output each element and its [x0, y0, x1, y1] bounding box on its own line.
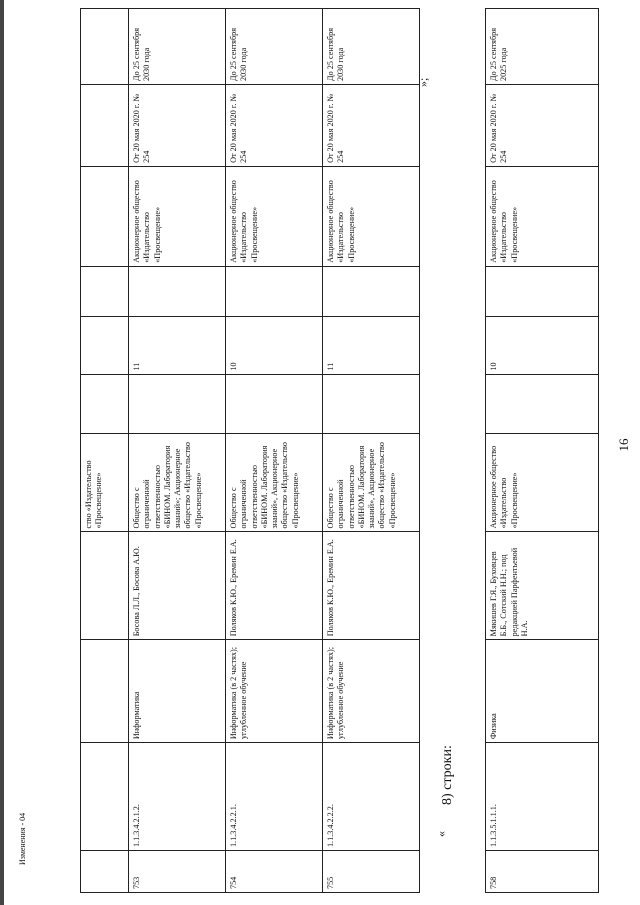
authors-cell: Босова Л.Л., Босова А.Ю. — [129, 532, 226, 640]
grade-cell: 10 — [486, 316, 599, 374]
valid-until-cell: До 25 сентября 2030 года — [226, 9, 323, 85]
subject-cell: Физика — [486, 640, 599, 743]
code-cell: 1.1.3.4.2.2.1. — [226, 743, 323, 851]
table-row-continuation — [81, 9, 129, 893]
publisher-cell: ство «Издательство «Просвещение» — [81, 434, 129, 532]
empty-cell — [129, 374, 226, 434]
textbook-table-2 — [485, 8, 599, 893]
empty-cell — [129, 266, 226, 316]
grade-cell: 11 — [323, 316, 420, 374]
table-row — [486, 9, 599, 893]
row-number: 755 — [323, 851, 420, 893]
order-cell: От 20 мая 2020 г. № 254 — [323, 85, 420, 167]
publisher-cell: Общество с ограниченной ответственностью «БИНОМ. Лаборатория знаний»; Акционерное общество «Издательство «Просвещение» — [129, 434, 226, 532]
empty-cell — [323, 374, 420, 434]
organization-cell: Акционерное общество «Издательство «Просвещение» — [486, 166, 599, 266]
order-cell: От 20 мая 2020 г. № 254 — [486, 85, 599, 167]
empty-cell — [486, 374, 599, 434]
code-cell: 1.1.3.4.2.2.2. — [323, 743, 420, 851]
authors-cell: Поляков К.Ю., Еремин Е.А. — [226, 532, 323, 640]
order-cell: От 20 мая 2020 г. № 254 — [129, 85, 226, 167]
table-row — [323, 9, 420, 893]
row-number: 758 — [486, 851, 599, 893]
organization-cell: Акционерное общество «Издательство «Просвещение» — [129, 166, 226, 266]
organization-cell: Акционерное общество «Издательство «Просвещение» — [323, 166, 420, 266]
textbook-table — [80, 8, 420, 893]
code-cell: 1.1.3.4.2.1.2. — [129, 743, 226, 851]
page-number: 16 — [616, 438, 631, 452]
authors-cell: Поляков К.Ю., Еремин Е.А. — [323, 532, 420, 640]
table-row — [226, 9, 323, 893]
row-number: 753 — [129, 851, 226, 893]
row-number: 754 — [226, 851, 323, 893]
valid-until-cell: До 25 сентября 2030 года — [129, 9, 226, 85]
valid-until-cell: До 25 сентября 2025 года — [486, 9, 599, 85]
order-cell: От 20 мая 2020 г. № 254 — [226, 85, 323, 167]
empty-cell — [323, 266, 420, 316]
publisher-cell: Общество с ограниченной ответственностью «БИНОМ. Лаборатория знаний», Акционерное общество «Издательство «Просвещение» — [323, 434, 420, 532]
table-row — [129, 9, 226, 893]
publisher-cell: Общество с ограниченной ответственностью «БИНОМ. Лаборатория знаний», Акционерное общество «Издательство «Просвещение» — [226, 434, 323, 532]
footer-note: Изменения - 04 — [18, 812, 27, 865]
valid-until-cell: До 25 сентября 2030 года — [323, 9, 420, 85]
subject-cell: Информатика — [129, 640, 226, 743]
empty-cell — [226, 266, 323, 316]
grade-cell: 10 — [226, 316, 323, 374]
grade-cell: 11 — [129, 316, 226, 374]
subject-cell: Информатика (в 2 частях); углубленное обучение — [323, 640, 420, 743]
authors-cell: Мякишев Г.Я., Буховцев Б.Б., Сотский Н.Н.; под редакцией Парфентьевой Н.А. — [486, 532, 599, 640]
publisher-cell: Акционерное общество «Издательство «Просвещение» — [486, 434, 599, 532]
code-cell: 1.1.3.5.1.1.1. — [486, 743, 599, 851]
empty-cell — [226, 374, 323, 434]
empty-cell — [486, 266, 599, 316]
closing-quote: »; — [416, 77, 430, 87]
organization-cell: Акционерное общество «Издательство «Просвещение» — [226, 166, 323, 266]
subject-cell: Информатика (в 2 частях); углубленное обучение — [226, 640, 323, 743]
opening-quote: « — [434, 831, 448, 837]
section-caption: 8) строки: — [440, 745, 455, 805]
